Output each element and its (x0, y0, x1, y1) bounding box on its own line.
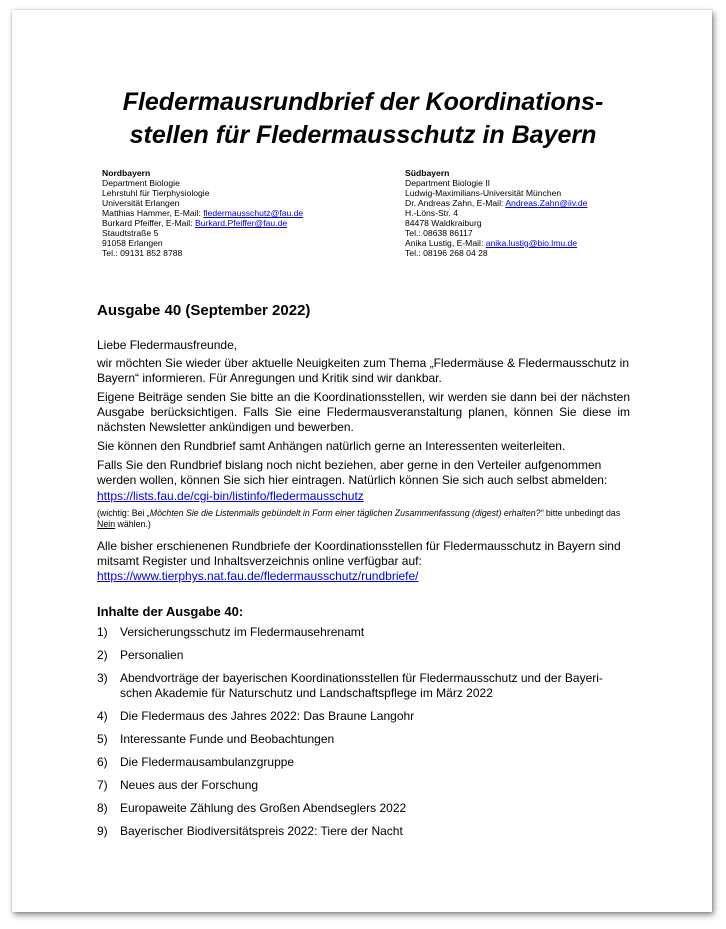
toc-item: 3) Abendvorträge der bayerischen Koordinationsstellen für Fledermausschutz und der Bayeri-schen Akademie für Naturschutz und Landschaftspflege im März 2022 (97, 671, 603, 700)
paragraph-5: Alle bisher erschienenen Rundbriefe der Koordinationsstellen für Fledermausschutz in Bayern sind mitsamt Register und Inhaltsverzeichnis online verfügbar auf: (97, 539, 621, 568)
south-line: Ludwig-Maximilians-Universität München (405, 188, 562, 198)
contact-block-south (405, 168, 587, 258)
north-contact-1: Matthias Hammer, E-Mail: fledermausschutz@fau.de (102, 208, 304, 218)
toc-item: 5) Interessante Funde und Beobachtungen (97, 732, 335, 746)
toc-item: 8) Europaweite Zählung des Großen Abendseglers 2022 (97, 801, 407, 815)
north-tel: Tel.: 09131 852 8788 (102, 248, 183, 258)
north-email-link-2[interactable]: Burkard.Pfeiffer@fau.de (194, 218, 288, 228)
toc-item: 1) Versicherungsschutz im Fledermausehrenamt (97, 625, 365, 639)
south-tel-2: Tel.: 08196 268 04 28 (405, 248, 488, 258)
toc-item: 2) Personalien (97, 648, 184, 662)
paragraph-2: Eigene Beiträge senden Sie bitte an die Koordinationsstellen, wir werden sie dann bei der nächsten Ausgabe berücksichtigen. Falls Sie eine Fledermausveranstaltung planen, können Sie diese im nächsten Newsletter ankündigen und bewerben. (97, 390, 630, 434)
title-line-2: stellen für Fledermausschutz in Bayern (129, 121, 597, 149)
toc-heading: Inhalte der Ausgabe 40: (97, 604, 244, 619)
contact-block-north (102, 168, 303, 258)
digest-note: (wichtig: Bei „Möchten Sie die Listenmails gebündelt in Form einer täglichen Zusammenfassung (digest) erhalten?“ bitte unbedingt das Nein wählen.) (97, 508, 621, 529)
north-city: 91058 Erlangen (102, 238, 163, 248)
south-line: Department Biologie II (405, 178, 491, 188)
south-city: 84478 Waldkraiburg (405, 218, 482, 228)
greeting: Liebe Fledermausfreunde, (97, 338, 238, 352)
south-contact-1: Dr. Andreas Zahn, E-Mail: Andreas.Zahn@iiv.de (405, 198, 588, 208)
issue-heading: Ausgabe 40 (September 2022) (97, 302, 311, 319)
north-line: Lehrstuhl für Tierphysiologie (102, 188, 210, 198)
mailing-list-link[interactable]: https://lists.fau.de/cgi-bin/listinfo/fledermausschutz (97, 489, 364, 503)
south-email-link-1[interactable]: Andreas.Zahn@iiv.de (505, 198, 588, 208)
title-line-1: Fledermausrundbrief der Koordinations- (122, 88, 604, 116)
north-email-link-1[interactable]: fledermausschutz@fau.de (203, 208, 304, 218)
paragraph-1: wir möchten Sie wieder über aktuelle Neuigkeiten zum Thema „Fledermäuse & Fledermausschutz in Bayern“ informieren. Für Anregungen und Kritik sind wir dankbar. (97, 356, 630, 385)
newsletter-title (0, 86, 726, 152)
north-heading: Nordbayern (102, 168, 151, 178)
south-email-link-2[interactable]: anika.lustig@bio.lmu.de (485, 238, 578, 248)
paragraph-3: Sie können den Rundbrief samt Anhängen natürlich gerne an Interessenten weiterleiten. (97, 439, 566, 453)
north-line: Universität Erlangen (102, 198, 180, 208)
toc-item: 9) Bayerischer Biodiversitätspreis 2022: Tiere der Nacht (97, 824, 403, 838)
toc-item: 6) Die Fledermausambulanzgruppe (97, 755, 295, 769)
toc-item: 4) Die Fledermaus des Jahres 2022: Das Braune Langohr (97, 709, 415, 723)
paragraph-4: Falls Sie den Rundbrief bislang noch nicht beziehen, aber gerne in den Verteiler aufgenommen werden wollen, können Sie sich hier eintragen. Natürlich können Sie sich auch selbst abmelden: (97, 458, 608, 487)
north-contact-2: Burkard Pfeiffer, E-Mail: Burkard.Pfeiffer@fau.de (102, 218, 288, 228)
north-street: Staudtstraße 5 (102, 228, 159, 238)
north-line: Department Biologie (102, 178, 180, 188)
toc-list (97, 625, 630, 847)
toc-item: 7) Neues aus der Forschung (97, 778, 259, 792)
south-heading: Südbayern (405, 168, 450, 178)
archive-link[interactable]: https://www.tierphys.nat.fau.de/fledermausschutz/rundbriefe/ (97, 569, 419, 583)
south-contact-2: Anika Lustig, E-Mail: anika.lustig@bio.lmu.de (405, 238, 578, 248)
south-street: H.-Löns-Str. 4 (405, 208, 459, 218)
intro-text (97, 338, 630, 584)
south-tel-1: Tel.: 08638 86117 (405, 228, 473, 238)
